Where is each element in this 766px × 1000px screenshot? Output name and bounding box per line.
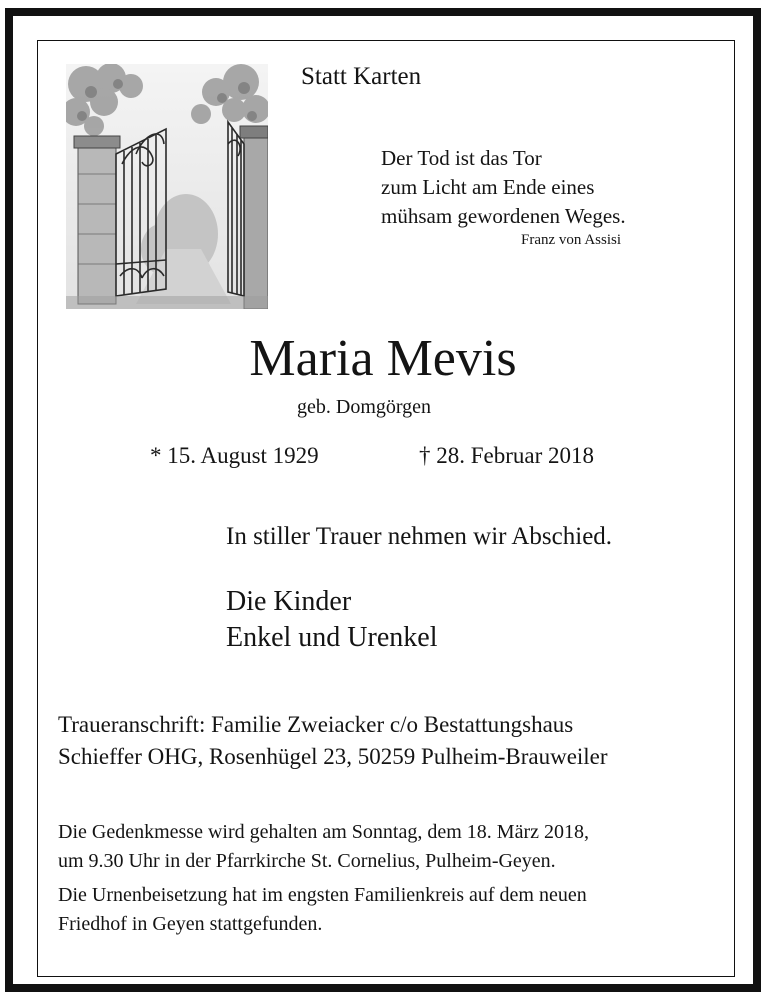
death-date: † 28. Februar 2018 — [419, 443, 595, 468]
birth-date: * 15. August 1929 — [150, 443, 319, 468]
mass-line-2: um 9.30 Uhr in der Pfarrkirche St. Cornelius, Pulheim-Geyen. — [58, 850, 556, 872]
mourning-statement: In stiller Trauer nehmen wir Abschied. — [226, 523, 613, 550]
deceased-name: Maria Mevis — [249, 330, 517, 387]
quote-line-2: zum Licht am Ende eines — [381, 175, 595, 199]
burial-line-1: Die Urnenbeisetzung hat im engsten Familienkreis auf dem neuen — [58, 884, 587, 906]
quote-line-3: mühsam gewordenen Weges. — [381, 204, 626, 228]
address-line-1: Traueranschrift: Familie Zweiacker c/o Bestattungshaus — [58, 712, 574, 737]
family-line-2: Enkel und Urenkel — [226, 622, 438, 653]
quote-line-1: Der Tod ist das Tor — [381, 146, 542, 170]
family-line-1: Die Kinder — [226, 586, 352, 617]
burial-line-2: Friedhof in Geyen stattgefunden. — [58, 913, 323, 935]
address-line-2: Schieffer OHG, Rosenhügel 23, 50259 Pulheim-Brauweiler — [58, 744, 608, 769]
mass-line-1: Die Gedenkmesse wird gehalten am Sonntag, dem 18. März 2018, — [58, 821, 589, 843]
open-garden-gate-icon — [66, 64, 268, 309]
statt-karten-heading: Statt Karten — [301, 63, 422, 90]
birth-name: geb. Domgörgen — [297, 396, 432, 418]
quote-author: Franz von Assisi — [521, 232, 622, 248]
